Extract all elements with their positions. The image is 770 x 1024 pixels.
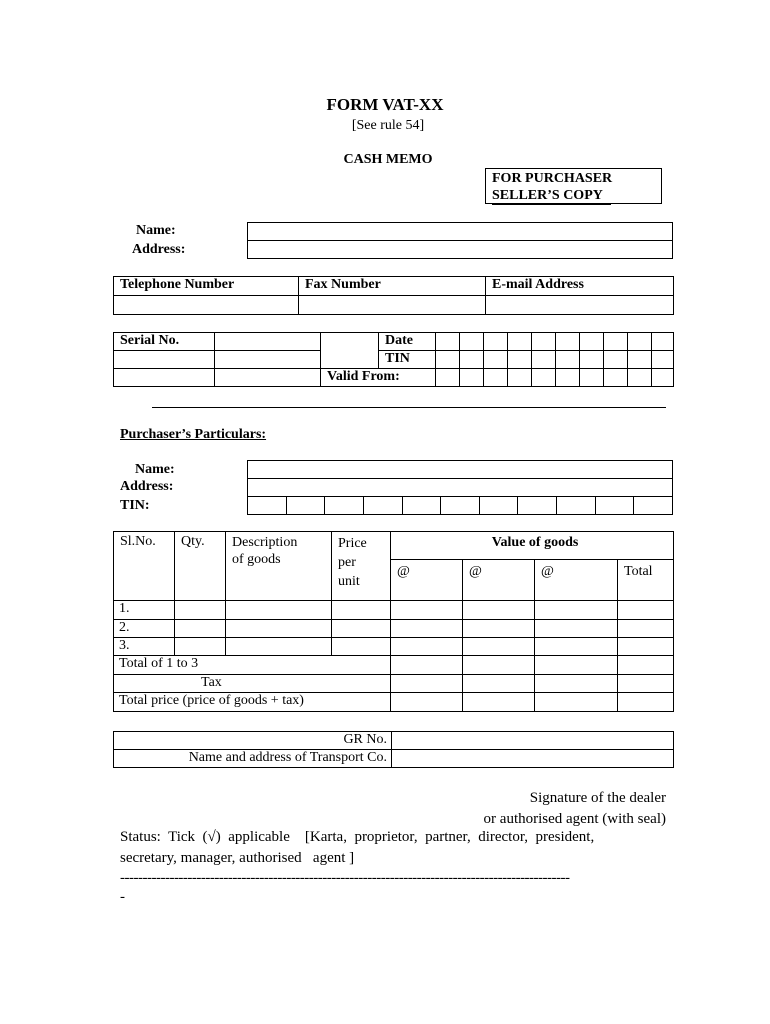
value-cell[interactable] [535, 620, 618, 638]
desc-cell[interactable] [226, 638, 332, 656]
memo-title: CASH MEMO [343, 152, 433, 167]
purchaser-address-field[interactable] [248, 479, 673, 497]
tin-digit[interactable] [532, 351, 556, 369]
serial-table [113, 332, 674, 387]
tin-label: TIN [379, 351, 436, 369]
fax-label: Fax Number [299, 277, 486, 296]
form-title: FORM VAT-XX [326, 95, 444, 114]
separator-line [152, 407, 666, 408]
valid-digit[interactable] [604, 369, 628, 387]
value-cell[interactable] [391, 675, 463, 693]
rate-3-header: @ [535, 560, 618, 601]
transport-table [113, 731, 674, 768]
valid-digit[interactable] [460, 369, 484, 387]
contact-table [113, 276, 674, 315]
date-digit[interactable] [484, 333, 508, 351]
serial-field[interactable] [215, 333, 321, 351]
goods-table [113, 531, 674, 712]
qty-cell[interactable] [175, 638, 226, 656]
value-cell[interactable] [463, 693, 535, 712]
valid-digit[interactable] [580, 369, 604, 387]
col-price-line: Price [338, 536, 367, 551]
date-digit[interactable] [508, 333, 532, 351]
valid-digit[interactable] [436, 369, 460, 387]
tin-digit[interactable] [604, 351, 628, 369]
col-description-line: of goods [232, 552, 281, 567]
purchaser-tin-digit[interactable] [518, 497, 557, 515]
row-number: 3. [114, 638, 175, 656]
serial-spacer [321, 333, 379, 351]
purchaser-name-field[interactable] [248, 461, 673, 479]
value-cell[interactable] [463, 601, 535, 620]
total-price-label: Total price (price of goods + tax) [114, 693, 391, 712]
date-digit[interactable] [652, 333, 674, 351]
col-price-header [332, 532, 391, 601]
value-cell[interactable] [391, 620, 463, 638]
value-cell[interactable] [618, 620, 674, 638]
serial-field[interactable] [114, 369, 215, 387]
purchaser-tin-digit[interactable] [479, 497, 518, 515]
copy-line-seller: SELLER’S COPY [492, 188, 603, 203]
tin-digit[interactable] [580, 351, 604, 369]
value-cell[interactable] [535, 601, 618, 620]
qty-cell[interactable] [175, 601, 226, 620]
purchaser-tin-digit[interactable] [441, 497, 480, 515]
seller-address-label: Address: [132, 242, 186, 257]
qty-cell[interactable] [175, 620, 226, 638]
total-1-3-label: Total of 1 to 3 [114, 656, 391, 675]
transport-co-label: Name and address of Transport Co. [114, 750, 392, 768]
email-field[interactable] [486, 296, 674, 315]
serial-field[interactable] [215, 369, 321, 387]
col-description-header [226, 532, 332, 601]
total-header: Total [618, 560, 674, 601]
purchaser-tin-digit[interactable] [325, 497, 364, 515]
value-cell[interactable] [535, 656, 618, 675]
fax-field[interactable] [299, 296, 486, 315]
col-qty-header: Qty. [175, 532, 226, 601]
gr-no-label: GR No. [114, 732, 392, 750]
status-line-2: secretary, manager, authorised agent ] [120, 850, 355, 866]
price-cell[interactable] [332, 620, 391, 638]
value-cell[interactable] [391, 638, 463, 656]
date-digit[interactable] [580, 333, 604, 351]
tax-label: Tax [114, 675, 391, 693]
value-cell[interactable] [618, 675, 674, 693]
value-cell[interactable] [618, 638, 674, 656]
purchaser-heading: Purchaser’s Particulars: [120, 427, 267, 442]
purchaser-tin-label: TIN: [120, 498, 150, 513]
dash-end: - [120, 889, 125, 905]
seller-address-field[interactable] [248, 241, 673, 259]
date-digit[interactable] [604, 333, 628, 351]
telephone-label: Telephone Number [114, 277, 299, 296]
value-cell[interactable] [391, 656, 463, 675]
tin-digit[interactable] [556, 351, 580, 369]
rule-reference: [See rule 54] [351, 118, 425, 133]
price-cell[interactable] [332, 638, 391, 656]
valid-digit[interactable] [508, 369, 532, 387]
date-label: Date [379, 333, 436, 351]
desc-cell[interactable] [226, 601, 332, 620]
copy-box [485, 168, 662, 204]
value-cell[interactable] [618, 693, 674, 712]
copy-box-divider [492, 204, 611, 205]
value-cell[interactable] [535, 693, 618, 712]
seller-name-field[interactable] [248, 223, 673, 241]
col-sl-header: Sl.No. [114, 532, 175, 601]
telephone-field[interactable] [114, 296, 299, 315]
rate-2-header: @ [463, 560, 535, 601]
purchaser-tin-digit[interactable] [557, 497, 596, 515]
date-digit[interactable] [628, 333, 652, 351]
value-cell[interactable] [618, 656, 674, 675]
valid-digit[interactable] [484, 369, 508, 387]
value-cell[interactable] [463, 656, 535, 675]
serial-label: Serial No. [114, 333, 215, 351]
purchaser-tin-digit[interactable] [286, 497, 325, 515]
purchaser-name-label: Name: [135, 462, 175, 477]
valid-digit[interactable] [556, 369, 580, 387]
tin-digit[interactable] [460, 351, 484, 369]
col-price-line: per [338, 555, 356, 570]
row-number: 2. [114, 620, 175, 638]
purchaser-tin-digit[interactable] [595, 497, 634, 515]
tin-digit[interactable] [628, 351, 652, 369]
value-cell[interactable] [535, 675, 618, 693]
signature-line-1: Signature of the dealer [529, 790, 666, 806]
purchaser-address-label: Address: [120, 479, 174, 494]
date-digit[interactable] [556, 333, 580, 351]
serial-spacer [321, 351, 379, 369]
value-cell[interactable] [463, 675, 535, 693]
serial-field[interactable] [215, 351, 321, 369]
purchaser-tin-digit[interactable] [248, 497, 287, 515]
valid-from-label: Valid From: [321, 369, 436, 387]
desc-cell[interactable] [226, 620, 332, 638]
dashed-separator: ---------------------------------------------------------------------------------------------------- [120, 870, 570, 886]
value-cell[interactable] [391, 601, 463, 620]
signature-line-2: or authorised agent (with seal) [483, 811, 666, 827]
valid-digit[interactable] [532, 369, 556, 387]
row-number: 1. [114, 601, 175, 620]
email-label: E-mail Address [486, 277, 674, 296]
transport-co-field[interactable] [392, 750, 674, 768]
value-cell[interactable] [463, 638, 535, 656]
value-of-goods-header: Value of goods [391, 532, 674, 560]
status-line-1: Status: Tick (√) applicable [Karta, proprietor, partner, director, president, [120, 829, 595, 845]
purchaser-tin-digit[interactable] [634, 497, 673, 515]
date-digit[interactable] [532, 333, 556, 351]
seller-fields [247, 222, 673, 259]
date-digit[interactable] [436, 333, 460, 351]
tin-digit[interactable] [652, 351, 674, 369]
rate-1-header: @ [391, 560, 463, 601]
value-cell[interactable] [463, 620, 535, 638]
col-description-line: Description [232, 535, 298, 550]
copy-line-purchaser: FOR PURCHASER [492, 171, 613, 186]
value-cell[interactable] [535, 638, 618, 656]
purchaser-tin-digit[interactable] [363, 497, 402, 515]
price-cell[interactable] [332, 601, 391, 620]
serial-field[interactable] [114, 351, 215, 369]
value-cell[interactable] [618, 601, 674, 620]
col-price-line: unit [338, 574, 360, 589]
valid-digit[interactable] [652, 369, 674, 387]
date-digit[interactable] [460, 333, 484, 351]
tin-digit[interactable] [508, 351, 532, 369]
tin-digit[interactable] [436, 351, 460, 369]
tin-digit[interactable] [484, 351, 508, 369]
valid-digit[interactable] [628, 369, 652, 387]
purchaser-tin-digit[interactable] [402, 497, 441, 515]
seller-name-label: Name: [136, 223, 176, 238]
value-cell[interactable] [391, 693, 463, 712]
purchaser-fields [247, 460, 673, 515]
gr-no-field[interactable] [392, 732, 674, 750]
